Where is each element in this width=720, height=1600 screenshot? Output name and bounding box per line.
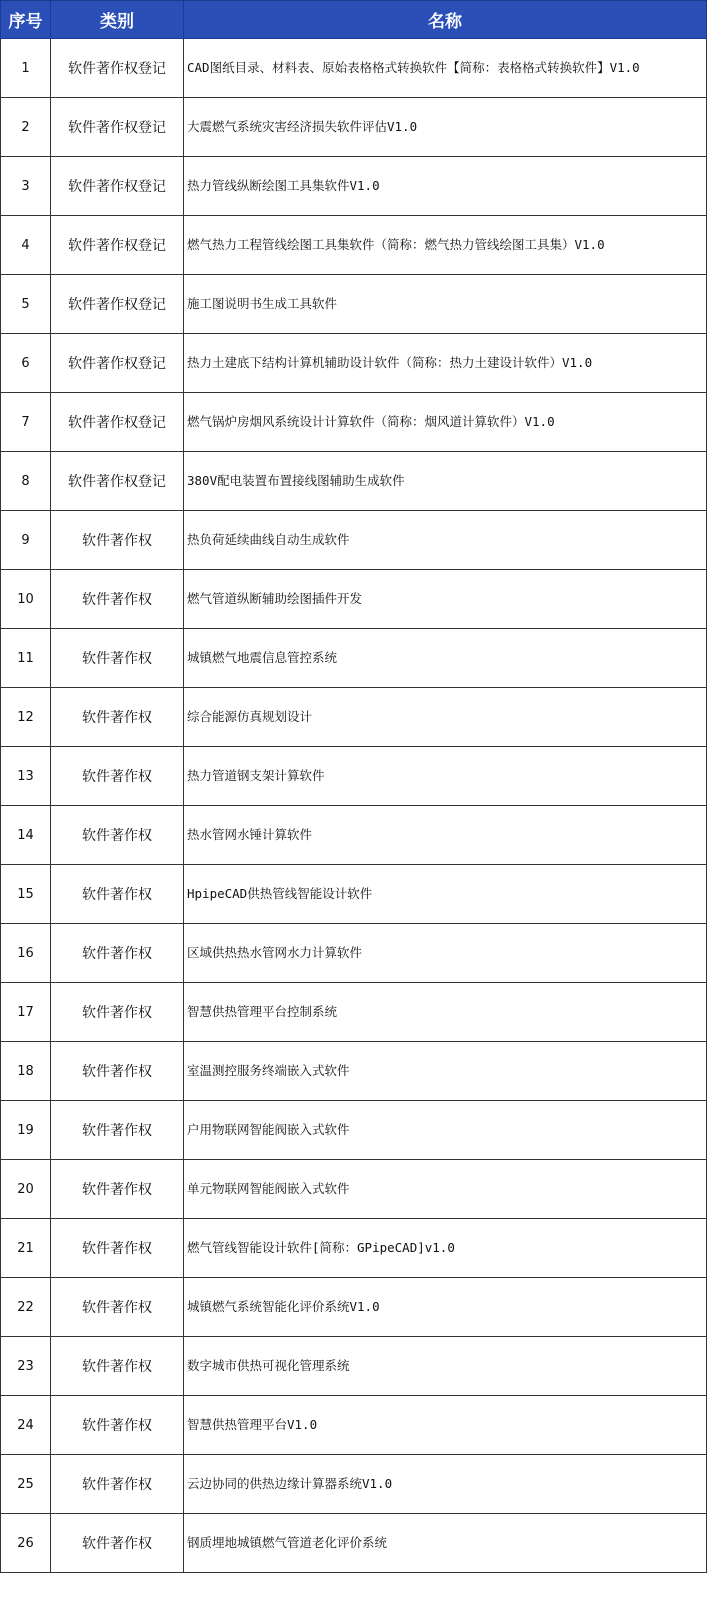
row-software-name: 380V配电装置布置接线图辅助生成软件 bbox=[184, 452, 707, 511]
row-software-name: 施工图说明书生成工具软件 bbox=[184, 275, 707, 334]
table-row bbox=[1, 1278, 707, 1337]
row-software-name: 热力管道钢支架计算软件 bbox=[184, 747, 707, 806]
table-row bbox=[1, 688, 707, 747]
row-category: 软件著作权 bbox=[51, 1278, 184, 1337]
row-category: 软件著作权登记 bbox=[51, 393, 184, 452]
row-software-name: 燃气热力工程管线绘图工具集软件（简称：燃气热力管线绘图工具集）V1.0 bbox=[184, 216, 707, 275]
row-serial-number: 13 bbox=[1, 747, 51, 806]
row-software-name: 云边协同的供热边缘计算器系统V1.0 bbox=[184, 1455, 707, 1514]
row-category: 软件著作权 bbox=[51, 924, 184, 983]
header-category: 类别 bbox=[51, 1, 184, 39]
table-header bbox=[1, 1, 707, 39]
row-serial-number: 23 bbox=[1, 1337, 51, 1396]
row-software-name: 热力土建底下结构计算机辅助设计软件（简称：热力土建设计软件）V1.0 bbox=[184, 334, 707, 393]
row-category: 软件著作权登记 bbox=[51, 275, 184, 334]
table-row bbox=[1, 1455, 707, 1514]
row-serial-number: 16 bbox=[1, 924, 51, 983]
row-serial-number: 14 bbox=[1, 806, 51, 865]
row-software-name: 综合能源仿真规划设计 bbox=[184, 688, 707, 747]
row-software-name: 区域供热热水管网水力计算软件 bbox=[184, 924, 707, 983]
header-row bbox=[1, 1, 707, 39]
table-row bbox=[1, 570, 707, 629]
row-software-name: 钢质埋地城镇燃气管道老化评价系统 bbox=[184, 1514, 707, 1573]
row-category: 软件著作权 bbox=[51, 865, 184, 924]
row-category: 软件著作权登记 bbox=[51, 98, 184, 157]
row-serial-number: 1 bbox=[1, 39, 51, 98]
table-body bbox=[1, 39, 707, 1573]
row-serial-number: 20 bbox=[1, 1160, 51, 1219]
row-category: 软件著作权登记 bbox=[51, 452, 184, 511]
row-category: 软件著作权 bbox=[51, 570, 184, 629]
row-category: 软件著作权登记 bbox=[51, 157, 184, 216]
row-category: 软件著作权 bbox=[51, 1337, 184, 1396]
table-row bbox=[1, 334, 707, 393]
row-category: 软件著作权 bbox=[51, 1219, 184, 1278]
table-row bbox=[1, 1337, 707, 1396]
table-row bbox=[1, 983, 707, 1042]
row-serial-number: 7 bbox=[1, 393, 51, 452]
row-category: 软件著作权 bbox=[51, 511, 184, 570]
row-serial-number: 5 bbox=[1, 275, 51, 334]
table-row bbox=[1, 747, 707, 806]
table-row bbox=[1, 452, 707, 511]
row-software-name: 热力管线纵断绘图工具集软件V1.0 bbox=[184, 157, 707, 216]
row-serial-number: 3 bbox=[1, 157, 51, 216]
row-category: 软件著作权登记 bbox=[51, 216, 184, 275]
table-row bbox=[1, 393, 707, 452]
row-serial-number: 21 bbox=[1, 1219, 51, 1278]
row-software-name: CAD图纸目录、材料表、原始表格格式转换软件【简称：表格格式转换软件】V1.0 bbox=[184, 39, 707, 98]
row-serial-number: 6 bbox=[1, 334, 51, 393]
table-row bbox=[1, 1396, 707, 1455]
table-row bbox=[1, 275, 707, 334]
row-serial-number: 25 bbox=[1, 1455, 51, 1514]
table-row bbox=[1, 629, 707, 688]
table-row bbox=[1, 1219, 707, 1278]
row-category: 软件著作权 bbox=[51, 1455, 184, 1514]
row-software-name: 户用物联网智能阀嵌入式软件 bbox=[184, 1101, 707, 1160]
row-category: 软件著作权 bbox=[51, 1514, 184, 1573]
row-software-name: 热负荷延续曲线自动生成软件 bbox=[184, 511, 707, 570]
row-category: 软件著作权 bbox=[51, 1396, 184, 1455]
row-serial-number: 2 bbox=[1, 98, 51, 157]
row-software-name: 室温测控服务终端嵌入式软件 bbox=[184, 1042, 707, 1101]
row-category: 软件著作权 bbox=[51, 806, 184, 865]
row-category: 软件著作权 bbox=[51, 1101, 184, 1160]
row-category: 软件著作权 bbox=[51, 1160, 184, 1219]
table-row bbox=[1, 806, 707, 865]
row-serial-number: 19 bbox=[1, 1101, 51, 1160]
row-category: 软件著作权 bbox=[51, 983, 184, 1042]
row-category: 软件著作权 bbox=[51, 1042, 184, 1101]
row-serial-number: 15 bbox=[1, 865, 51, 924]
table-row bbox=[1, 1101, 707, 1160]
table-row bbox=[1, 865, 707, 924]
table-row bbox=[1, 1160, 707, 1219]
row-category: 软件著作权 bbox=[51, 747, 184, 806]
row-serial-number: 18 bbox=[1, 1042, 51, 1101]
row-software-name: 智慧供热管理平台V1.0 bbox=[184, 1396, 707, 1455]
row-serial-number: 24 bbox=[1, 1396, 51, 1455]
row-software-name: 智慧供热管理平台控制系统 bbox=[184, 983, 707, 1042]
row-software-name: HpipeCAD供热管线智能设计软件 bbox=[184, 865, 707, 924]
header-name: 名称 bbox=[184, 1, 707, 39]
row-serial-number: 10 bbox=[1, 570, 51, 629]
table-row bbox=[1, 924, 707, 983]
row-software-name: 燃气管道纵断辅助绘图插件开发 bbox=[184, 570, 707, 629]
row-category: 软件著作权登记 bbox=[51, 334, 184, 393]
row-serial-number: 17 bbox=[1, 983, 51, 1042]
row-serial-number: 12 bbox=[1, 688, 51, 747]
row-software-name: 数字城市供热可视化管理系统 bbox=[184, 1337, 707, 1396]
row-serial-number: 11 bbox=[1, 629, 51, 688]
table-row bbox=[1, 98, 707, 157]
row-serial-number: 22 bbox=[1, 1278, 51, 1337]
table-row bbox=[1, 1042, 707, 1101]
table-row bbox=[1, 157, 707, 216]
row-software-name: 燃气管线智能设计软件[简称：GPipeCAD]v1.0 bbox=[184, 1219, 707, 1278]
table-row bbox=[1, 1514, 707, 1573]
table-row bbox=[1, 511, 707, 570]
row-software-name: 大震燃气系统灾害经济损失软件评估V1.0 bbox=[184, 98, 707, 157]
row-category: 软件著作权登记 bbox=[51, 39, 184, 98]
header-serial-number: 序号 bbox=[1, 1, 51, 39]
row-serial-number: 26 bbox=[1, 1514, 51, 1573]
row-serial-number: 9 bbox=[1, 511, 51, 570]
row-software-name: 城镇燃气地震信息管控系统 bbox=[184, 629, 707, 688]
row-category: 软件著作权 bbox=[51, 688, 184, 747]
row-software-name: 燃气锅炉房烟风系统设计计算软件（简称：烟风道计算软件）V1.0 bbox=[184, 393, 707, 452]
row-serial-number: 8 bbox=[1, 452, 51, 511]
row-serial-number: 4 bbox=[1, 216, 51, 275]
row-software-name: 热水管网水锤计算软件 bbox=[184, 806, 707, 865]
table-row bbox=[1, 216, 707, 275]
row-category: 软件著作权 bbox=[51, 629, 184, 688]
table-row bbox=[1, 39, 707, 98]
row-software-name: 城镇燃气系统智能化评价系统V1.0 bbox=[184, 1278, 707, 1337]
row-software-name: 单元物联网智能阀嵌入式软件 bbox=[184, 1160, 707, 1219]
